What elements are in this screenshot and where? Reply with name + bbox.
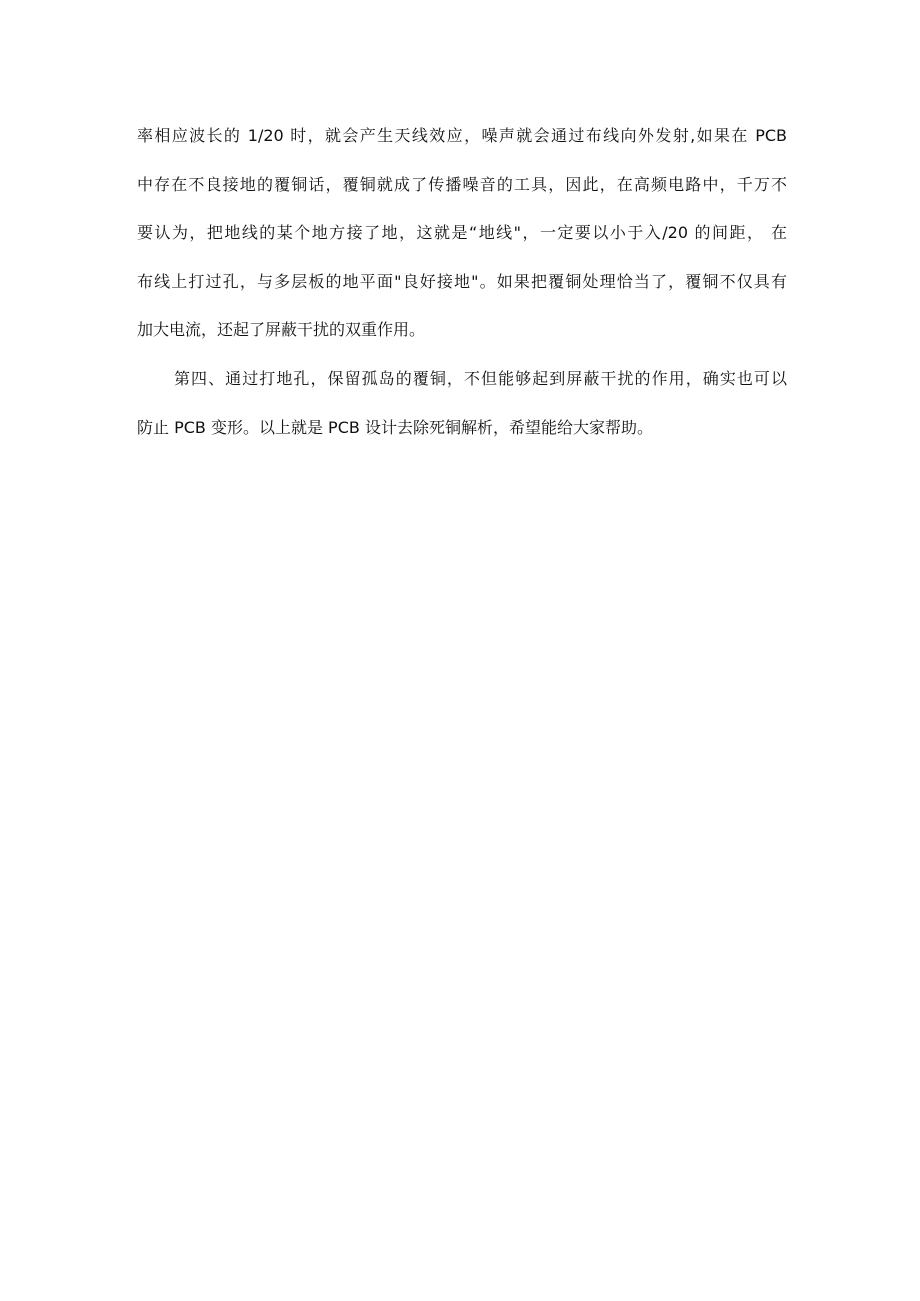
paragraph-fourth-point (137, 361, 787, 458)
text-line: 第四、通过打地孔，保留孤岛的覆铜，不但能够起到屏蔽干扰的作用，确实也可以 (174, 368, 787, 388)
text-line: 加大电流，还起了屏蔽干扰的双重作用。 (137, 320, 426, 340)
text-line: 布线上打过孔，与多层板的地平面"良好接地"。如果把覆铜处理恰当了，覆铜不仅具有 (137, 271, 787, 291)
document-body (137, 118, 787, 458)
text-line: 率相应波长的 1/20 时，就会产生天线效应，噪声就会通过布线向外发射,如果在 PCB (137, 126, 787, 145)
text-line: 中存在不良接地的覆铜话，覆铜就成了传播噪音的工具，因此，在高频电路中，千万不 (137, 174, 787, 194)
text-line: 防止 PCB 变形。以上就是 PCB 设计去除死铜解析，希望能给大家帮助。 (137, 417, 653, 437)
paragraph-antenna-effect (137, 118, 787, 361)
text-line: 要认为，把地线的某个地方接了地，这就是“地线"，一定要以小于入/20 的间距， 在 (137, 223, 787, 243)
